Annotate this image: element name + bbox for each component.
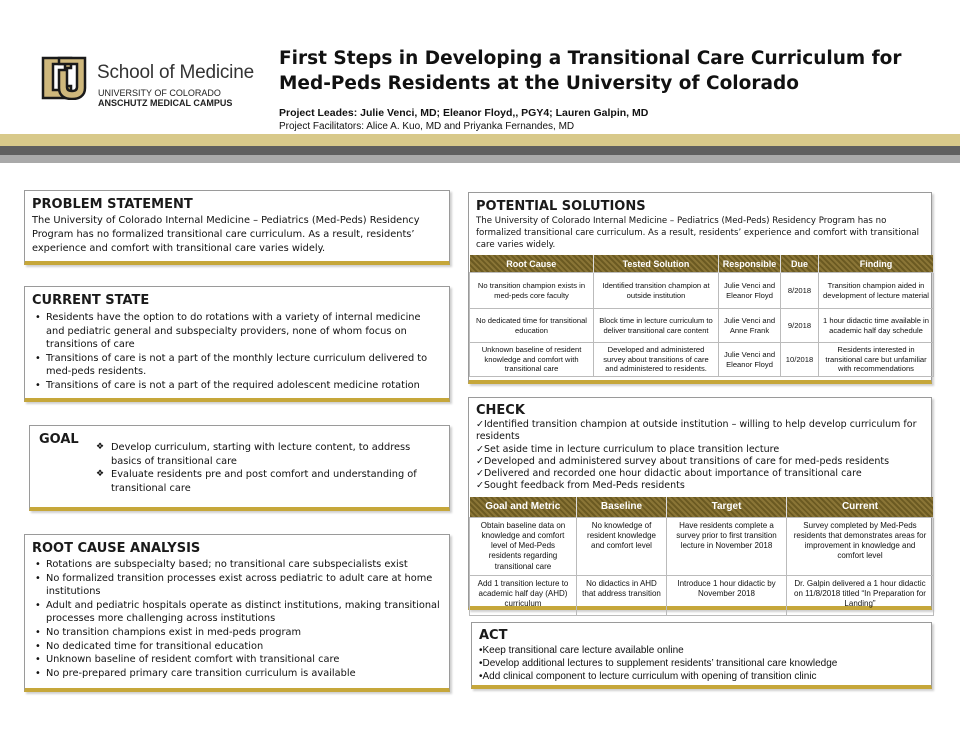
table-header: Responsible — [719, 255, 781, 273]
root-list — [32, 558, 442, 680]
current-list — [32, 311, 442, 393]
check-heading: CHECK — [476, 403, 525, 418]
project-facilitators: Project Facilitators: Alice A. Kuo, MD and Priyanka Fernandes, MD — [279, 121, 575, 132]
list-item: ✓Set aside time in lecture curriculum to place transition lecture — [476, 443, 780, 455]
checkmark-icon: ✓ — [476, 443, 484, 455]
header-band-grey — [0, 155, 960, 163]
list-item: • No pre-prepared primary care transition curriculum is available — [46, 667, 442, 681]
list-item: • Rotations are subspecialty based; no transitional care subspecialists exist — [46, 558, 442, 572]
solutions-text: The University of Colorado Internal Medicine – Pediatrics (Med-Peds) Residency Program has no formalized transitional care curriculum. As a result, residents’ experience and comfort with transitional care varies widely. — [476, 216, 920, 250]
list-item: • Transitions of care is not a part of the monthly lecture curriculum delivered to med-peds residents. — [46, 352, 442, 379]
list-item: • No formalized transition processes exist across pediatric to adult care at home institutions — [46, 572, 442, 599]
list-item: ✓Sought feedback from Med-Peds residents — [476, 480, 685, 492]
table-cell: Developed and administered survey about transitions of care and administered to residents. — [594, 343, 719, 377]
current-heading: CURRENT STATE — [32, 293, 150, 308]
table-header: Due — [781, 255, 819, 273]
root-heading: ROOT CAUSE ANALYSIS — [32, 541, 201, 556]
list-item: •Develop additional lectures to supplement residents’ transitional care knowledge — [479, 658, 838, 669]
list-item: • No transition champions exist in med-peds program — [46, 626, 442, 640]
table-cell: No transition champion exists in med-peds core faculty — [470, 273, 594, 309]
checkmark-icon: ✓ — [476, 455, 484, 467]
table-cell: Survey completed by Med-Peds residents that demonstrates areas for improvement in knowledge and comfort level — [787, 517, 934, 575]
table-cell: Have residents complete a survey prior to first transition lecture in November 2018 — [667, 517, 787, 575]
current-state-panel — [24, 286, 450, 402]
header-band-gold — [0, 134, 960, 146]
solutions-table — [469, 255, 934, 377]
table-header: Baseline — [577, 497, 667, 518]
table-cell: 10/2018 — [781, 343, 819, 377]
campus-name: ANSCHUTZ MEDICAL CAMPUS — [98, 98, 233, 108]
table-cell: Julie Venci and Anne Frank — [719, 309, 781, 343]
list-item: ❖ Develop curriculum, starting with lecture content, to address basics of transitional care — [111, 441, 440, 468]
table-cell: Add 1 transition lecture to academic half day (AHD) curriculum — [470, 575, 577, 615]
list-item: ✓Delivered and recorded one hour didactic about importance of transitional care — [476, 468, 862, 480]
goal-panel — [29, 425, 450, 511]
table-cell: Block time in lecture curriculum to deliver transitional care content — [594, 309, 719, 343]
table-row — [470, 273, 934, 309]
table-header: Target — [667, 497, 787, 518]
table-cell: No didactics in AHD that address transition — [577, 575, 667, 615]
potential-solutions-panel — [468, 192, 932, 384]
table-row — [470, 309, 934, 343]
checkmark-icon: ✓ — [476, 468, 484, 480]
table-row — [470, 343, 934, 377]
problem-text: The University of Colorado Internal Medicine – Pediatrics (Med-Peds) Residency Program has no formalized transitional care curriculum. As a result, residents’ experience and comfort with transitional care varies widely. — [32, 215, 420, 254]
list-item: • Residents have the option to do rotations with a variety of internal medicine and pediatric general and subspecialty providers, none of whom focus on transitions of care — [46, 311, 442, 352]
list-item: • No dedicated time for transitional education — [46, 640, 442, 654]
table-cell: Julie Venci and Eleanor Floyd — [719, 343, 781, 377]
table-cell: 9/2018 — [781, 309, 819, 343]
table-header: Tested Solution — [594, 255, 719, 273]
poster-title: First Steps in Developing a Transitional Care Curriculum for Med-Peds Residents at the University of Colorado — [279, 48, 902, 94]
table-cell: Obtain baseline data on knowledge and comfort level of Med-Peds residents regarding transitional care — [470, 517, 577, 575]
checkmark-icon: ✓ — [476, 480, 484, 492]
problem-statement-panel — [24, 190, 450, 265]
table-cell: No dedicated time for transitional education — [470, 309, 594, 343]
table-row — [470, 517, 934, 575]
table-cell: Julie Venci and Eleanor Floyd — [719, 273, 781, 309]
header-band-dark — [0, 146, 960, 155]
university-name: UNIVERSITY OF COLORADO — [98, 88, 221, 98]
list-item: ❖ Evaluate residents pre and post comfort and understanding of transitional care — [111, 468, 440, 495]
table-cell: 1 hour didactic time available in academic half day schedule — [819, 309, 934, 343]
act-heading: ACT — [479, 628, 508, 643]
table-cell: No knowledge of resident knowledge and comfort level — [577, 517, 667, 575]
table-row — [470, 575, 934, 615]
table-header: Current — [787, 497, 934, 518]
check-table — [469, 497, 934, 616]
checkmark-icon: ✓ — [476, 419, 484, 430]
goal-list — [95, 441, 440, 495]
table-cell: Unknown baseline of resident knowledge and comfort with transitional care — [470, 343, 594, 377]
list-item: • Unknown baseline of resident comfort with transitional care — [46, 653, 442, 667]
check-panel — [468, 397, 932, 610]
list-item: • Transitions of care is not a part of the required adolescent medicine rotation — [46, 379, 442, 393]
table-cell: Transition champion aided in development of lecture material — [819, 273, 934, 309]
solutions-heading: POTENTIAL SOLUTIONS — [476, 199, 646, 214]
list-item: ✓Developed and administered survey about transitions of care for med-peds residents — [476, 455, 890, 467]
cu-logo-icon — [41, 56, 87, 100]
table-cell: Residents interested in transitional care but unfamiliar with recommendations — [819, 343, 934, 377]
school-name: School of Medicine — [97, 62, 254, 83]
table-cell: Introduce 1 hour didactic by November 2018 — [667, 575, 787, 615]
table-cell: Dr. Galpin delivered a 1 hour didactic on 11/8/2018 titled “In Preparation for Landing” — [787, 575, 934, 615]
list-item: ✓Identified transition champion at outside institution – willing to help develop curriculum for residents — [476, 419, 917, 443]
table-header: Finding — [819, 255, 934, 273]
project-leads: Project Leades: Julie Venci, MD; Eleanor Floyd,, PGY4; Lauren Galpin, MD — [279, 107, 649, 119]
check-list — [476, 419, 924, 493]
act-list — [479, 644, 924, 683]
table-cell: Identified transition champion at outside institution — [594, 273, 719, 309]
goal-heading: GOAL — [39, 432, 79, 447]
table-cell: 8/2018 — [781, 273, 819, 309]
act-panel — [471, 622, 932, 689]
problem-heading: PROBLEM STATEMENT — [32, 197, 193, 212]
list-item: •Keep transitional care lecture available online — [479, 645, 684, 656]
table-header: Root Cause — [470, 255, 594, 273]
list-item: •Add clinical component to lecture curriculum with opening of transition clinic — [479, 671, 817, 682]
list-item: • Adult and pediatric hospitals operate as distinct institutions, making transitional processes more challenging across institutions — [46, 599, 442, 626]
table-header: Goal and Metric — [470, 497, 577, 518]
root-cause-panel — [24, 534, 450, 692]
